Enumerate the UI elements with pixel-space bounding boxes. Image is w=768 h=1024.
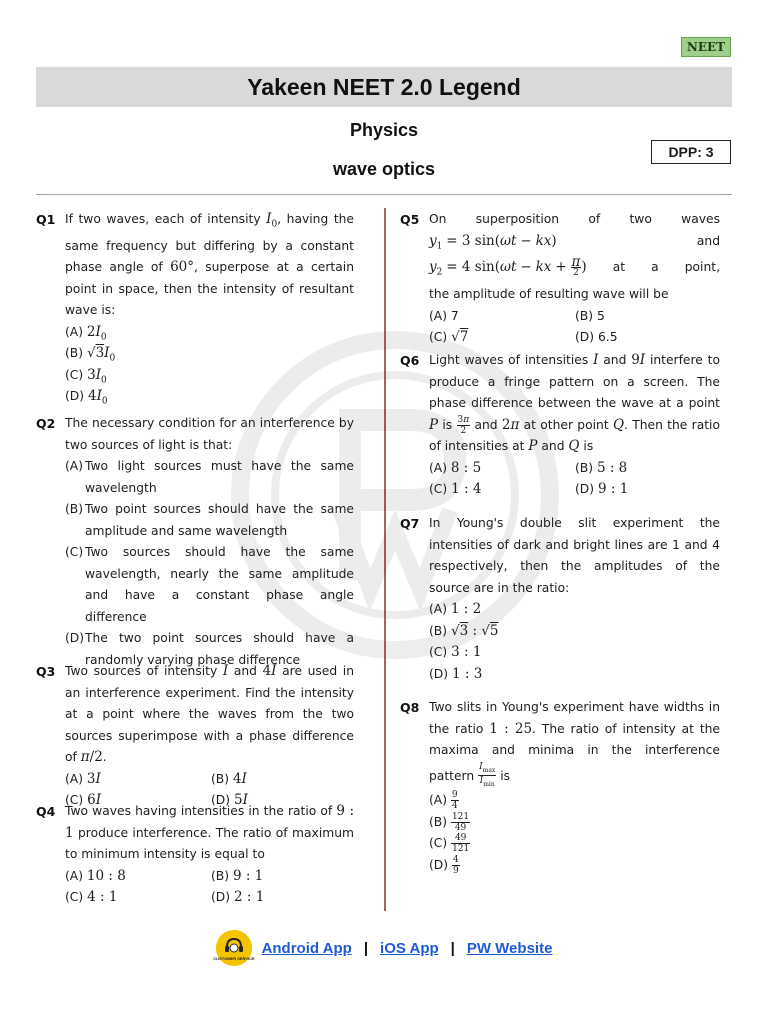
question-number: Q7 [400, 516, 420, 531]
option-d[interactable]: (D) $4I_0$ [65, 388, 108, 407]
option-c[interactable]: (C) 1 : 4 [429, 481, 482, 497]
question-5 [400, 209, 720, 349]
option-c[interactable]: (C) $3I_0$ [65, 366, 107, 386]
question-1 [36, 209, 354, 408]
option-a[interactable]: (A) 10 : 8 [65, 867, 126, 884]
subject-heading: Physics [349, 120, 419, 140]
option-label: (A) [65, 324, 87, 339]
option-b[interactable]: (B) 5 [575, 308, 605, 323]
page-title: Yakeen NEET 2.0 Legend [36, 67, 732, 107]
pw-website-link[interactable]: PW Website [466, 939, 553, 957]
option-label: (C) [65, 545, 84, 559]
option-b[interactable]: (B) $\frac{121}{49}$ [429, 811, 470, 833]
column-divider [384, 208, 386, 911]
question-text: Light waves of intensities I and 9I interfere to produce a fringe pattern on a screen. The phase difference between the wave at a point P is $\frac{3\pi}{2}$ and 2π at other point Q. Then the ratio of intensities at P and Q is [429, 352, 720, 454]
question-number: Q8 [400, 700, 420, 715]
question-2 [36, 413, 354, 671]
option-a[interactable]: (A) 3I [65, 770, 101, 787]
option-a[interactable]: (A) 1 : 2 [429, 601, 482, 617]
question-text: Two slits in Young's experiment have widths in the ratio 1 : 25. The ratio of intensity at the maxima and minima in the interference pattern $\frac{I_{max}}{I_{min}}$ is [429, 700, 720, 789]
question-number: Q3 [36, 664, 56, 679]
question-6 [400, 350, 720, 501]
header-divider [36, 194, 732, 195]
option-label: (D) [65, 389, 88, 404]
customer-service-icon[interactable] [212, 930, 255, 966]
link-separator: | [450, 939, 455, 957]
question-number: Q6 [400, 353, 420, 368]
option-b[interactable]: (B) 4I [211, 770, 247, 787]
option-b[interactable]: (B) $√3I_0$ [65, 345, 116, 364]
question-text: The necessary condition for an interference by two sources of light is that: [65, 416, 354, 452]
footer-links [0, 928, 768, 968]
option-a[interactable]: (A) 7 [429, 308, 459, 323]
option-label: (A) [65, 459, 84, 473]
option-label: (B) [65, 502, 84, 516]
option-c[interactable]: (C) $\frac{49}{121}$ [429, 833, 470, 855]
customer-service-caption: CUSTOMER SERVICE [212, 956, 255, 961]
option-a[interactable] [65, 456, 354, 499]
question-7 [400, 513, 720, 685]
option-d[interactable]: (D) 9 : 1 [575, 481, 629, 497]
question-text: On superposition of two waves $y_1 = 3$ sin(ωt − kx) and $y_2 = 4$ sin(ωt − kx + $\frac{\pi}{2}$ ) at a point, the amplitude of resulting wave will be [429, 212, 720, 302]
option-c[interactable]: (C) √7 [429, 329, 469, 346]
option-a[interactable]: (A) 8 : 5 [429, 459, 482, 476]
option-label: (B) [65, 346, 87, 361]
neet-badge: NEET [681, 37, 731, 57]
option-d[interactable]: (D) 6.5 [575, 330, 618, 345]
question-text: Two sources of intensity I and 4I are used in an interference experiment. Find the intensity at a point where the waves from the two sources superimpose with a phase difference of π/2. [65, 663, 354, 765]
option-b[interactable]: (B) 9 : 1 [211, 867, 264, 884]
ios-app-link[interactable]: iOS App [380, 939, 439, 957]
option-c[interactable] [65, 542, 354, 628]
option-c[interactable]: (C) 6I [65, 792, 102, 808]
option-label: (C) [65, 367, 88, 382]
option-a[interactable]: (A) $2I_0$ [65, 323, 107, 343]
option-b[interactable] [65, 499, 354, 542]
question-text: If two waves, each of intensity $I_0$, having the same frequency but differing by a constant phase angle of 60°, superpose at a certain point in space, then the intensity of resultant wave is: [65, 211, 354, 318]
option-label: (D) [65, 631, 85, 645]
chapter-heading: wave optics [332, 159, 436, 179]
option-d[interactable]: (D) 2 : 1 [211, 889, 265, 905]
question-text: Two waves having intensities in the ratio of 9 : 1 produce interference. The ratio of maximum to minimum intensity is equal to [65, 803, 354, 861]
question-number: Q4 [36, 804, 56, 819]
option-d[interactable]: (D) 1 : 3 [429, 665, 483, 682]
question-8 [400, 697, 720, 876]
link-separator: | [363, 939, 369, 957]
option-text: Two point sources should have the same amplitude and same wavelength [85, 502, 354, 538]
question-number: Q1 [36, 212, 56, 227]
option-d[interactable]: (D) 5I [211, 792, 248, 808]
option-text: Two light sources must have the same wavelength [85, 459, 354, 495]
dpp-label: DPP: 3 [651, 140, 731, 164]
option-text: The two point sources should have a randomly varying phase difference [85, 631, 354, 667]
option-b[interactable]: (B) 5 : 8 [575, 459, 628, 476]
question-text: In Young's double slit experiment the intensities of dark and bright lines are 1 and 4 respectively, then the amplitudes of the source are in the ratio: [429, 516, 720, 595]
option-text: Two sources should have the same wavelength, nearly the same amplitude and have a constant phase angle difference [85, 545, 354, 624]
option-d[interactable]: (D) $\frac{4}{9}$ [429, 854, 459, 876]
android-app-link[interactable]: Android App [261, 939, 352, 957]
option-a[interactable]: (A) $\frac{9}{4}$ [429, 790, 458, 812]
option-c[interactable]: (C) 3 : 1 [429, 644, 482, 660]
option-b[interactable]: (B) √3 : √5 [429, 622, 499, 639]
question-3 [36, 661, 354, 812]
option-c[interactable]: (C) 4 : 1 [65, 889, 118, 905]
question-number: Q2 [36, 416, 56, 431]
question-number: Q5 [400, 212, 420, 227]
question-4 [36, 801, 354, 909]
